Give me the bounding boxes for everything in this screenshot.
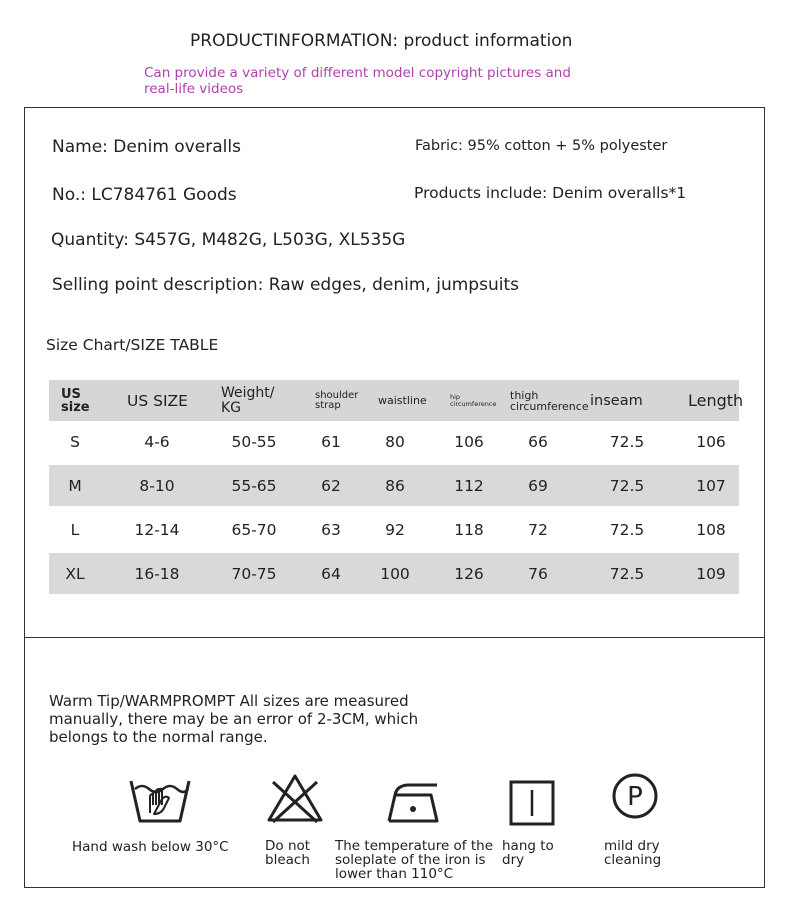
table-cell: 12-14 <box>134 520 180 539</box>
table-cell: 69 <box>528 476 548 495</box>
header-inseam: inseam <box>590 392 643 409</box>
table-cell: 50-55 <box>231 432 277 451</box>
size-row-xl <box>49 553 739 594</box>
table-header-row <box>49 380 744 421</box>
header-us-size-short: US size <box>61 386 90 415</box>
table-cell: 66 <box>528 432 548 451</box>
size-row-l <box>49 509 739 550</box>
care-label-dry-clean: mild dry cleaning <box>604 838 662 868</box>
table-cell: 70-75 <box>231 564 277 583</box>
table-cell: S <box>70 432 80 451</box>
table-cell: 100 <box>380 564 410 583</box>
header-shoulder-strap: shoulder strap <box>315 389 359 411</box>
table-cell: 16-18 <box>134 564 180 583</box>
product-includes: Products include: Denim overalls*1 <box>414 184 687 202</box>
table-cell: 65-70 <box>231 520 277 539</box>
header-waistline: waistline <box>378 394 427 407</box>
table-cell: M <box>68 476 82 495</box>
page-title: PRODUCTINFORMATION: product information <box>190 31 573 51</box>
svg-text:P: P <box>627 782 643 812</box>
product-quantity: Quantity: S457G, M482G, L503G, XL535G <box>51 230 406 250</box>
size-table <box>49 380 744 594</box>
size-chart-title: Size Chart/SIZE TABLE <box>46 336 219 354</box>
table-cell: 76 <box>528 564 548 583</box>
table-cell: 61 <box>321 432 341 451</box>
table-cell: 109 <box>696 564 726 583</box>
care-label-hang-dry: hang to dry <box>502 838 554 868</box>
dry-clean-icon <box>611 772 659 820</box>
table-cell: XL <box>65 564 85 583</box>
table-cell: 72 <box>528 520 548 539</box>
table-cell: L <box>70 520 80 539</box>
table-cell: 86 <box>385 476 405 495</box>
table-cell: 106 <box>696 432 726 451</box>
table-cell: 112 <box>454 476 484 495</box>
size-row-m <box>49 465 739 506</box>
page-subtitle: Can provide a variety of different model copyright pictures and real-life videos <box>144 65 571 97</box>
care-label-hand-wash: Hand wash below 30°C <box>72 839 229 855</box>
care-label-iron: The temperature of the soleplate of the iron is lower than 110°C <box>335 838 494 882</box>
header-length: Length <box>688 391 744 410</box>
table-cell: 64 <box>321 564 341 583</box>
header-us-size: US SIZE <box>127 391 188 410</box>
table-cell: 80 <box>385 432 405 451</box>
table-cell: 126 <box>454 564 484 583</box>
care-label-do-not-bleach: Do not bleach <box>265 838 311 868</box>
table-cell: 108 <box>696 520 726 539</box>
table-cell: 107 <box>696 476 726 495</box>
table-cell: 55-65 <box>231 476 277 495</box>
hang-dry-icon <box>509 780 555 826</box>
header-hip: hip circumference <box>450 392 497 408</box>
table-cell: 118 <box>454 520 484 539</box>
hand-wash-icon <box>128 775 192 825</box>
header-weight: Weight/ KG <box>221 384 275 416</box>
table-cell: 4-6 <box>144 432 170 451</box>
size-row-s <box>49 421 739 462</box>
warm-tip: Warm Tip/WARMPROMPT All sizes are measured manually, there may be an error of 2-3CM, which belongs to the normal range. <box>49 692 419 746</box>
product-number: No.: LC784761 Goods <box>52 185 237 205</box>
table-cell: 72.5 <box>609 520 645 539</box>
header-thigh: thigh circumference <box>510 388 589 413</box>
table-cell: 72.5 <box>609 476 645 495</box>
table-cell: 92 <box>385 520 405 539</box>
table-cell: 63 <box>321 520 341 539</box>
do-not-bleach-icon <box>265 772 325 824</box>
product-name: Name: Denim overalls <box>52 137 241 157</box>
iron-icon <box>385 779 443 825</box>
table-cell: 72.5 <box>609 564 645 583</box>
product-selling-point: Selling point description: Raw edges, denim, jumpsuits <box>52 275 519 295</box>
product-fabric: Fabric: 95% cotton + 5% polyester <box>415 138 668 154</box>
table-cell: 8-10 <box>139 476 175 495</box>
table-cell: 72.5 <box>609 432 645 451</box>
table-cell: 62 <box>321 476 341 495</box>
table-cell: 106 <box>454 432 484 451</box>
